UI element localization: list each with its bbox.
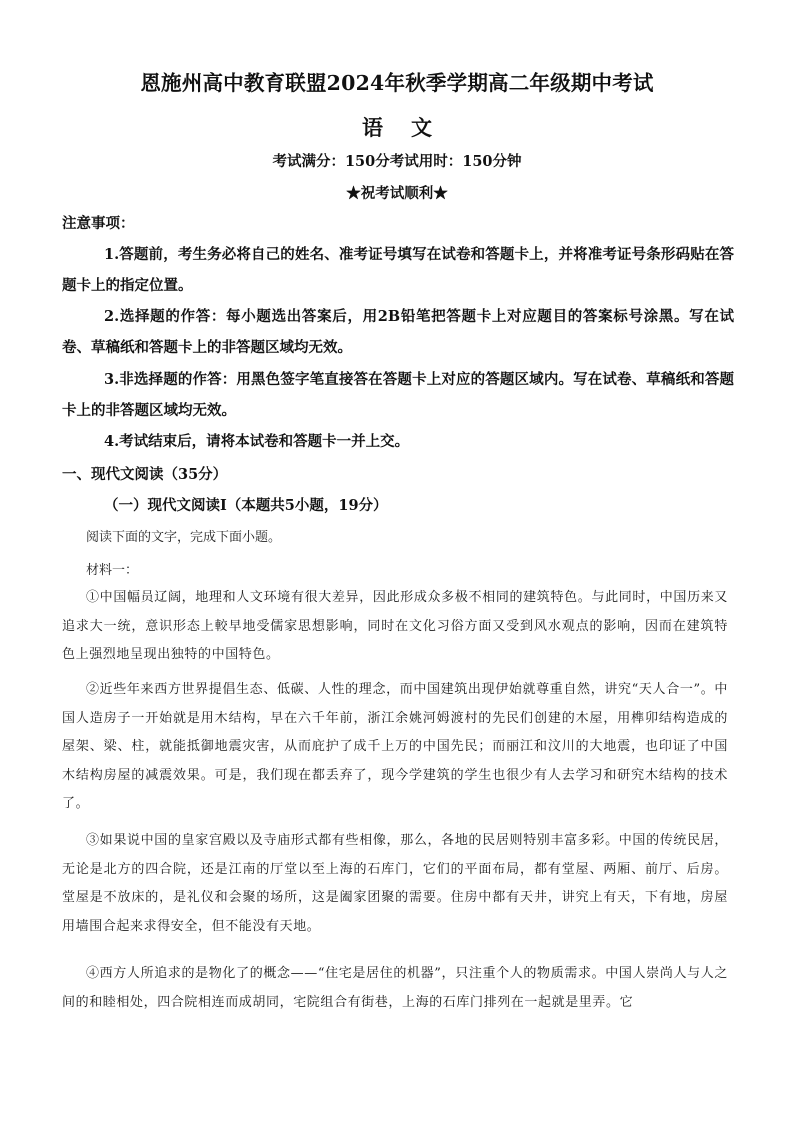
exam-wish: ★祝考试顺利★ bbox=[346, 185, 448, 202]
reading-instruction: 阅读下面的文字，完成下面小题。 bbox=[86, 530, 282, 545]
paragraph-2: ②近些年来西方世界提倡生态、低碳、人性的理念，而中国建筑出现伊始就尊重自然，讲究“天人合一”。中国人造房子一开始就是用木结构，早在六千年前，浙江余姚河姆渡村的先民们创建的木屋，用榫卯结构造成的屋架、梁、柱，就能抵御地震灾害，从而庇护了成千上万的中国先民；而丽江和汶川的大地震，也印证了中国木结构房屋的减震效果。可是，我们现在都丢弃了，现今学建筑的学生也很少有人去学习和研究木结构的技术了。 bbox=[62, 682, 728, 812]
exam-meta: 考试满分：150分考试用时：150分钟 bbox=[272, 153, 522, 170]
section-heading: 一、现代文阅读（35分） bbox=[62, 466, 228, 483]
paragraph-1: ①中国幅员辽阔，地理和人文环境有很大差异，因此形成众多极不相同的建筑特色。与此同时，中国历来又追求大一统，意识形态上較早地受儒家思想影响，同时在文化习俗方面又受到风水观点的影响，因而在建筑特色上强烈地呈现出独特的中国特色。 bbox=[62, 590, 728, 663]
paragraph-4: ④西方人所追求的是物化了的概念——“住宅是居住的机器”，只注重个人的物质需求。中国人崇尚人与人之间的和睦相处，四合院相连而成胡同，宅院组合有街巷，上海的石库门排列在一起就是里弄。它 bbox=[62, 966, 728, 1010]
notice-heading: 注意事项： bbox=[62, 215, 135, 232]
exam-subject: 语文 bbox=[362, 115, 460, 140]
material-label: 材料一： bbox=[86, 563, 139, 578]
notice-item-4: 4.考试结束后，请将本试卷和答题卡一并上交。 bbox=[104, 433, 410, 450]
notice-item-1: 1.答题前，考生务必将自己的姓名、准考证号填写在试卷和答题卡上，并将准考证号条形码贴在答题卡上的指定位置。 bbox=[62, 246, 734, 294]
notice-item-3: 3.非选择题的作答：用黑色签字笔直接答在答题卡上对应的答题区域内。写在试卷、草稿纸和答题卡上的非答题区域均无效。 bbox=[62, 371, 734, 419]
notice-item-2: 2.选择题的作答：每小题选出答案后，用2B铅笔把答题卡上对应题目的答案标号涂黑。写在试卷、草稿纸和答题卡上的非答题区域均无效。 bbox=[62, 308, 734, 356]
exam-title: 恩施州高中教育联盟2024年秋季学期高二年级期中考试 bbox=[140, 71, 654, 95]
paragraph-3: ③如果说中国的皇家宫殿以及寺庙形式都有些相像，那么，各地的民居则特别丰富多彩。中国的传统民居，无论是北方的四合院，还是江南的厅堂以至上海的石库门，它们的平面布局，都有堂屋、两厢、前厅、后房。堂屋是不放床的，是礼仪和会聚的场所，这是阖家团聚的需要。住房中都有天井，讲究上有天，下有地，房屋用墙围合起来求得安全，但不能没有天地。 bbox=[62, 833, 728, 934]
section-subheading: （一）现代文阅读Ⅰ（本题共5小题，19分） bbox=[104, 497, 388, 514]
